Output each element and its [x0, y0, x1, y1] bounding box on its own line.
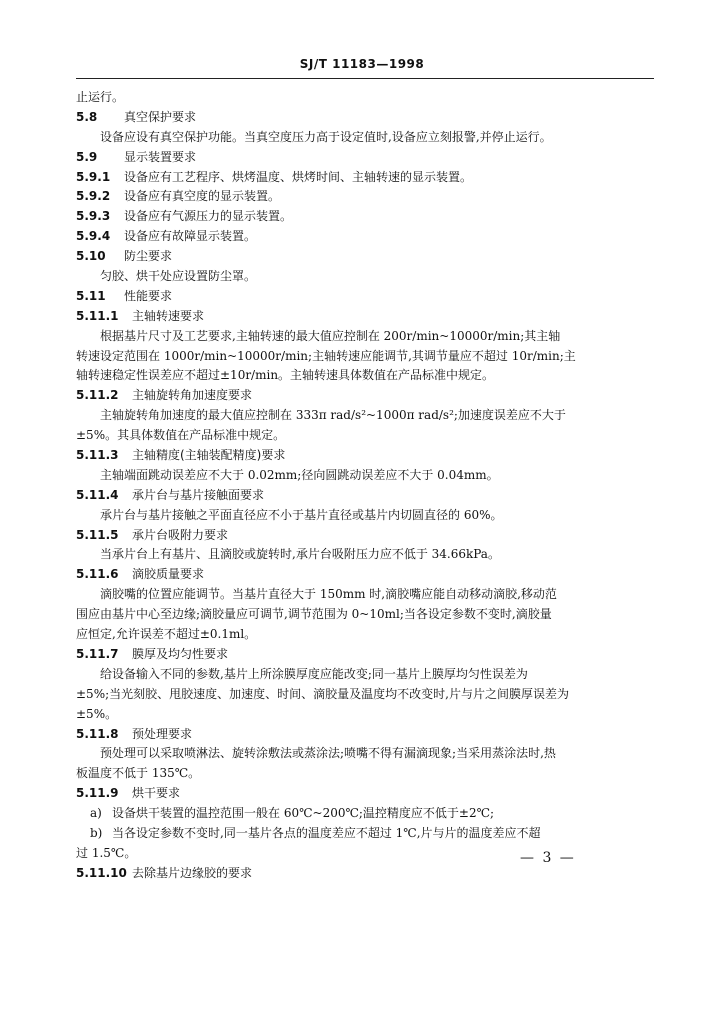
section-heading [76, 307, 656, 327]
paragraph-line: 预处理可以采取喷淋法、旋转涂敷法或蒸涂法;喷嘴不得有漏滴现象;当采用蒸涂法时,热 [100, 746, 556, 761]
document-body [76, 88, 656, 884]
text-line: ±5%。 [76, 706, 118, 721]
text-line: 过 1.5℃。 [76, 845, 137, 860]
section-number: 5.11.7 [76, 646, 119, 661]
section-heading [76, 108, 656, 128]
section-number: 5.9.3 [76, 209, 111, 224]
text-line: ±5%;当光刻胶、甩胶速度、加速度、时间、滴胶量及温度均不改变时,片与片之间膜厚误差为 [76, 686, 569, 701]
section-heading [76, 247, 656, 267]
section-title: 承片台与基片接触面要求 [132, 487, 265, 502]
paragraph-line: 主轴端面跳动误差应不大于 0.02mm;径向圆跳动误差应不大于 0.04mm。 [100, 467, 499, 482]
section-title: 去除基片边缘胶的要求 [132, 865, 253, 880]
list-item-text: 设备烘干装置的温控范围一般在 60℃~200℃;温控精度应不低于±2℃; [112, 806, 495, 821]
paragraph-line: 根据基片尺寸及工艺要求,主轴转速的最大值应控制在 200r/min~10000r/min;其主轴 [100, 328, 561, 343]
standard-code-header: SJ/T 11183—1998 [299, 57, 425, 71]
paragraph-line: 承片台与基片接触之平面直径应不小于基片直径或基片内切圆直径的 60%。 [100, 507, 503, 522]
section-number: 5.11.10 [76, 865, 127, 880]
section-title: 主轴精度(主轴装配精度)要求 [132, 448, 286, 463]
section-title: 设备应有工艺程序、烘烤温度、烘烤时间、主轴转速的显示装置。 [124, 169, 473, 184]
text-line: 围应由基片中心至边缘;滴胶量应可调节,调节范围为 0~10ml;当各设定参数不变时,滴胶量 [76, 607, 552, 622]
list-item [76, 824, 656, 844]
section-heading [76, 645, 656, 665]
section-heading [76, 725, 656, 745]
section-number: 5.11.5 [76, 527, 119, 542]
list-item-text: 当各设定参数不变时,同一基片各点的温度差应不超过 1℃,片与片的温度差应不超 [112, 825, 541, 840]
paragraph-line: 给设备输入不同的参数,基片上所涂膜厚度应能改变;同一基片上膜厚均匀性误差为 [100, 666, 528, 681]
section-title: 滴胶质量要求 [132, 567, 205, 582]
paragraph-line: 设备应设有真空保护功能。当真空度压力高于设定值时,设备应立刻报警,并停止运行。 [100, 129, 552, 144]
header-rule [76, 78, 654, 79]
section-number: 5.11.8 [76, 726, 119, 741]
text-line: 转速设定范围在 1000r/min~10000r/min;主轴转速应能调节,其调节量应不超过 10r/min;主 [76, 348, 576, 363]
section-number: 5.11 [76, 288, 106, 303]
section-heading [76, 207, 656, 227]
section-number: 5.11.1 [76, 308, 119, 323]
section-title: 防尘要求 [124, 249, 173, 264]
section-title: 烘干要求 [132, 786, 181, 801]
section-number: 5.11.3 [76, 448, 119, 463]
section-title: 设备应有故障显示装置。 [124, 229, 257, 244]
paragraph-line: 主轴旋转角加速度的最大值应控制在 333π rad/s²~1000π rad/s²;加速度误差应不大于 [100, 408, 566, 423]
section-title: 膜厚及均匀性要求 [132, 646, 229, 661]
section-heading [76, 386, 656, 406]
section-number: 5.11.6 [76, 567, 119, 582]
section-number: 5.9.4 [76, 229, 111, 244]
section-heading [76, 864, 656, 884]
section-heading [76, 486, 656, 506]
section-number: 5.8 [76, 109, 98, 124]
section-heading [76, 287, 656, 307]
list-item [76, 804, 656, 824]
section-number: 5.9 [76, 149, 98, 164]
section-heading [76, 446, 656, 466]
list-marker: b) [90, 825, 103, 840]
section-title: 承片台吸附力要求 [132, 527, 229, 542]
section-heading [76, 526, 656, 546]
section-number: 5.9.1 [76, 169, 111, 184]
section-heading [76, 187, 656, 207]
section-title: 预处理要求 [132, 726, 193, 741]
section-heading [76, 148, 656, 168]
text-line: 轴转速稳定性误差应不超过±10r/min。主轴转速具体数值在产品标准中规定。 [76, 368, 495, 383]
section-heading [76, 227, 656, 247]
list-marker: a) [90, 806, 102, 821]
section-number: 5.11.2 [76, 388, 119, 403]
section-heading [76, 168, 656, 188]
text-line: 应恒定,允许误差不超过±0.1ml。 [76, 627, 257, 642]
section-title: 设备应有气源压力的显示装置。 [124, 209, 293, 224]
section-number: 5.11.9 [76, 786, 119, 801]
paragraph-line: 滴胶嘴的位置应能调节。当基片直径大于 150mm 时,滴胶嘴应能自动移动滴胶,移动范 [100, 587, 557, 602]
text-line: 止运行。 [76, 90, 125, 104]
text-line: ±5%。其具体数值在产品标准中规定。 [76, 428, 286, 443]
section-title: 设备应有真空度的显示装置。 [124, 189, 281, 204]
page-number: — 3 — [520, 850, 576, 866]
section-title: 真空保护要求 [124, 109, 197, 124]
text-line: 板温度不低于 135℃。 [76, 766, 201, 781]
section-title: 性能要求 [124, 288, 173, 303]
section-title: 主轴转速要求 [132, 308, 205, 323]
section-number: 5.9.2 [76, 189, 111, 204]
paragraph-line: 当承片台上有基片、且滴胶或旋转时,承片台吸附压力应不低于 34.66kPa。 [100, 547, 500, 562]
section-heading [76, 784, 656, 804]
paragraph-line: 匀胶、烘干处应设置防尘罩。 [100, 269, 257, 284]
section-title: 主轴旋转角加速度要求 [132, 388, 253, 403]
section-title: 显示装置要求 [124, 149, 197, 164]
section-heading [76, 565, 656, 585]
section-number: 5.10 [76, 249, 106, 264]
section-number: 5.11.4 [76, 487, 119, 502]
